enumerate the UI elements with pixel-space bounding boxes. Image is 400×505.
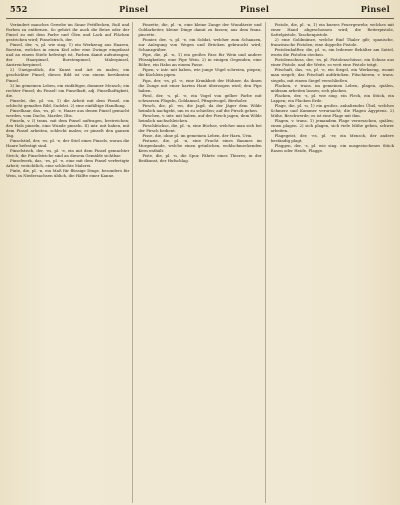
- dictionary-entry: Verändert manches Gewebe im Sinne Fettflecken, Ruß und Farben zu entfernen. So gehört ihr auch die Beize oder der Pinsel zu mit dem Farbe und Ölen und Lack auf Flächen gestrichen wird; Pinselstrich, der.: [6, 22, 130, 43]
- dictionary-entry: Pirschen, v. intr. mit haben, auf der Pirsch jagen, dem Wilde heimlich nachschleichen.: [138, 112, 262, 123]
- dictionary-entry: Pistole, die, pl. -n, 1) ein kurzes Feuergewehr, welches mit einer Hand abgeschossen wird; die Reiterpistole, Sattelpistole, Taschenpistole.: [270, 22, 394, 38]
- dictionary-entry: Pirschbüchse, die, pl. -n, eine Büchse, welcher man sich bei der Pirsch bedient.: [138, 122, 262, 133]
- column-middle: [138, 22, 265, 503]
- column-left: [6, 22, 133, 503]
- dictionary-entry: 2) Uneigentlich, die Kunst und Art zu malen; ein geschickter Pinsel; dieses Bild ist von einem berühmten Pinsel.: [6, 67, 130, 83]
- dictionary-entry: Plagen, v. trans. 1) jemandem Plage verursachen, quälen; einen plagen. 2) sich plagen, sich viele Mühe geben, schwer arbeiten.: [270, 117, 394, 133]
- dictionary-entry: Pistolenhalfter, die, pl. -n, ein lederner Behälter am Sattel, worin die Pistolen stecken.: [270, 47, 394, 58]
- dictionary-entry: Pinselstrich, der, -es, pl. -e, ein mit dem Pinsel gemachter Strich; die Pinselstriche sind an diesem Gemälde sichtbar.: [6, 148, 130, 159]
- dictionary-entry: Pinselhaar, das, -es, pl. -e, Haare aus denen Pinsel gemacht werden, vom Dachs, Marder, Iltis.: [6, 107, 130, 118]
- dictionary-entry: Pinzette, die, pl. -n, eine kleine Zange der Wundärzte und Goldarbeiter, kleine Dinge damit zu fassen; aus dem franz. pincette.: [138, 22, 262, 38]
- dictionary-entry: Plagegeist, der, -es, pl. -er, ein Mensch, der andere beständig plagt.: [270, 133, 394, 144]
- dictionary-entry: Plage, die, pl. -n, 1) ein großes, anhaltendes Übel, welches Schmerz und Kummer verursacht; die Plagen Ägyptens. 2) Mühe, Beschwerde; es ist eine Plage mit ihm.: [270, 102, 394, 118]
- text-columns: [6, 22, 394, 503]
- dictionary-entry: 3) Im gemeinen Leben, ein einfältiger, dummer Mensch; ein rechter Pinsel; du Pinsel! ein Pinselhaft, adj. Pinselhaftigkeit, die.: [6, 82, 130, 98]
- dictionary-entry: Pistolenschuss, der, -es, pl. Pistolenschüsse, ein Schuss aus einer Pistole, und die Weite, so weit eine Pistole trägt.: [270, 57, 394, 68]
- dictionary-entry: Pinselwerk, das, -es, pl. -e, eine mit dem Pinsel verfertigte Arbeit; verächtlich, eine schlechte Malerei.: [6, 158, 130, 169]
- dictionary-entry: Pisse, die, ohne pl. im gemeinen Leben, der Harn, Urin.: [142, 133, 253, 139]
- dictionary-entry: Pirol, der, -s, pl. -e, ein Vogel von gelber Farbe mit schwarzen Flügeln, Goldamsel, Pfingstvogel, Bierholer.: [138, 92, 262, 103]
- dictionary-entry: Pinselei, die, pl. -en, 1) die Arbeit mit dem Pinsel, ein schlecht gemaltes Bild, Sudelei. 2) eine einfältige Handlung.: [6, 97, 130, 108]
- dictionary-entry: Pipe, die, pl. -n, 1) ein großes Fass für Wein und andere Flüssigkeiten; eine Pipe Wein. 2) in einigen Gegenden, eine Röhre, ein Hahn an einem Fasse.: [138, 52, 262, 68]
- dictionary-entry: Piste, die, pl. -n, die Spur, Fährte eines Thieres; in der Reitkunst, der Hufschlag.: [138, 153, 262, 164]
- dictionary-entry: Pionier, der, -s, pl. -e, ein Soldat, welcher zum Schanzen, zur Anlegung von Wegen und Brücken gebraucht wird; Schanzgräber.: [138, 37, 262, 53]
- dictionary-entry: Pinsel, der, -s, pl. wie sing. 1) ein Werkzeug aus Haaren, Borsten, welches in einen Kiel oder eine Zwinge eingefasst und an einem Stiele befestigt ist, Farben damit aufzutragen; der Haarpinsel, Borstenpinsel, Malerpinsel, Anstreicherpinsel.: [6, 42, 130, 68]
- running-head-left: Pinsel: [119, 4, 149, 14]
- dictionary-entry: Pipen, v. intr. mit haben, wie junge Vögel schreien, piepen; die Küchlein pipen.: [138, 67, 262, 78]
- dictionary-entry: Placken, v. trans. im gemeinen Leben, plagen, quälen, mühsam arbeiten lassen; sich placken.: [270, 82, 394, 93]
- page-number: 552: [10, 4, 28, 14]
- running-head-right: Pinsel: [360, 4, 390, 14]
- dictionary-entry: Pitschaft, das, -es, pl. -e, ein Siegel, ein Werkzeug, womit man siegelt; das Pitschaft aufdrücken. Pitschieren, v. trans. siegeln, mit einem Siegel verschließen.: [270, 67, 394, 83]
- dictionary-entry: Plaggen, der, -s, pl. wie sing. ein ausgestochenes Stück Rasen oder Heide, Plagge.: [270, 143, 394, 154]
- column-right: [271, 22, 394, 503]
- running-head-center: Pinsel: [239, 4, 270, 14]
- dictionary-entry: Pirsch, die, pl. -en, die Jagd, da der Jäger dem Wilde heimlich nachgeht, um es zu schießen; auf die Pirsch gehen.: [138, 102, 262, 113]
- dictionary-entry: Pinselstiel, der, -es, pl. -e, der Stiel eines Pinsels, woran die Haare befestigt sind.: [6, 138, 130, 149]
- dictionary-entry: Placken, der, -s, pl. wie sing. ein Fleck, ein Stück, ein Lappen; ein Placken Erde.: [270, 92, 394, 103]
- dictionary-entry: Pinseln, v. I) trans. mit dem Pinsel auftragen, bestreichen; den Hals pinseln, eine Wunde pinseln. II) intr. mit haben, mit dem Pinsel arbeiten, schlecht malen; er pinselt den ganzen Tag.: [6, 117, 130, 139]
- dictionary-entry: Pistazie, die, pl. -n, eine Frucht eines Baumes im Morgenlande, welche einen grünlichen, wohlschmeckenden Kern enthält.: [138, 138, 262, 154]
- page-header: [6, 4, 394, 19]
- dictionary-entry: 2) eine Goldmünze, welche fünf Thaler gilt; spanische, französische Pistolen; eine doppelte Pistole.: [270, 37, 394, 48]
- dictionary-entry: Pinte, die, pl. -n, ein Maß für flüssige Dinge, besonders für Wein, in Niedersachsen üblich, die Hälfte einer Kanne.: [6, 168, 130, 179]
- dictionary-entry: Pips, der, -es, pl. -e, eine Krankheit der Hühner, da ihnen die Zunge mit einer harten Haut überzogen wird; den Pips haben.: [138, 77, 262, 93]
